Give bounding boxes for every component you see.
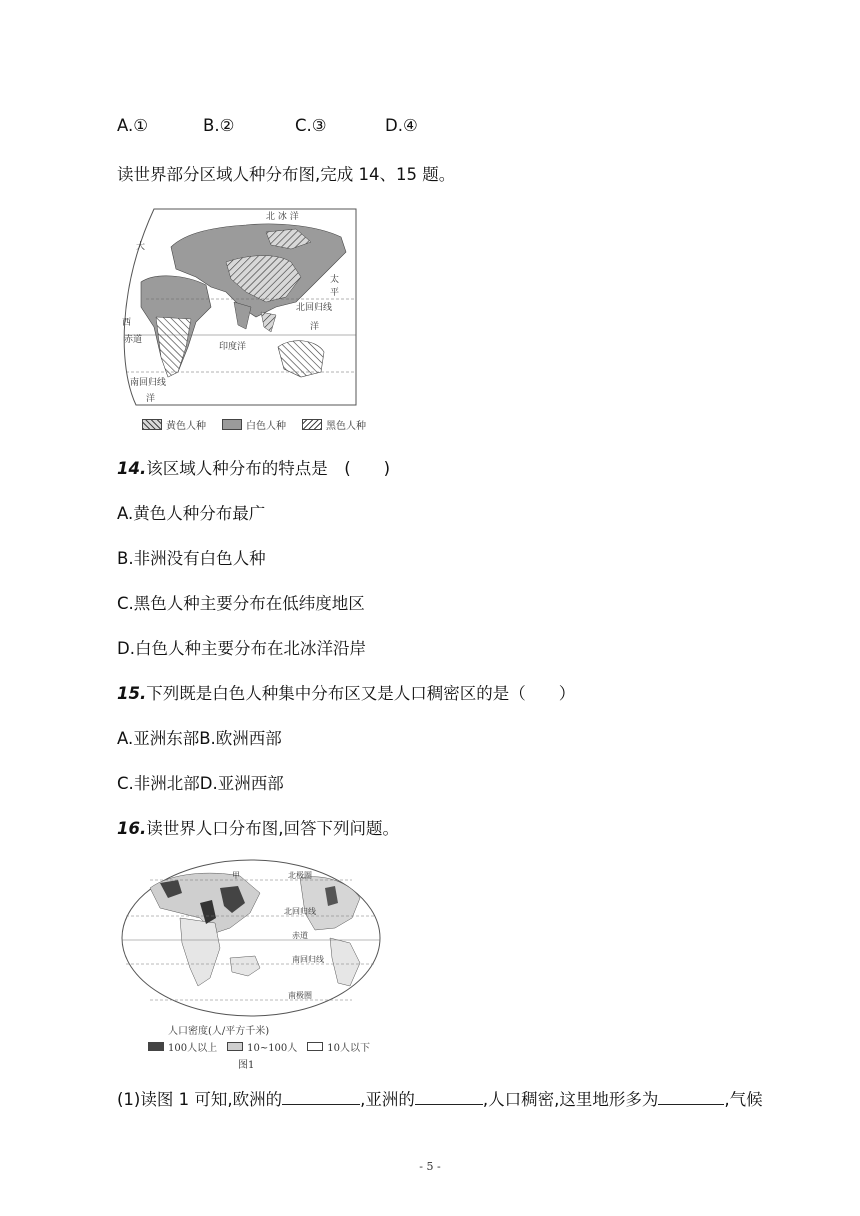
legend-yellow-race [142, 417, 206, 432]
q16-stem [117, 815, 399, 839]
sub1-text-4: ,气候 [724, 1090, 763, 1109]
map1-label-da: 大 [136, 242, 146, 252]
race-map-legend [142, 417, 366, 432]
q14-option-a: A.黄色人种分布最广 [117, 504, 266, 523]
swatch-gray [227, 1042, 243, 1051]
q16-number: 16. [117, 819, 147, 838]
legend-label: 黄色人种 [166, 421, 206, 432]
q14-option-c: C.黑色人种主要分布在低纬度地区 [117, 594, 365, 613]
population-map-image [120, 858, 382, 1018]
q14-option-b: B.非洲没有白色人种 [117, 549, 266, 568]
legend-label: 白色人种 [246, 421, 286, 432]
option-c: C.③ [295, 116, 327, 135]
population-legend [148, 1039, 382, 1054]
blank-2[interactable] [415, 1088, 483, 1105]
map1-label-xi: 西 [122, 318, 132, 328]
map2-label-antarctic-circle: 南极圈 [288, 991, 312, 1000]
swatch-dark [148, 1042, 164, 1051]
option-b: B.② [203, 116, 235, 135]
option-d: D.④ [385, 116, 418, 135]
swatch-hatched [142, 419, 162, 430]
race-map-image [116, 207, 358, 407]
blank-1[interactable] [282, 1088, 360, 1105]
map2-label-tropic-capricorn: 南回归线 [292, 955, 324, 964]
population-legend-title: 人口密度(人/平方千米) [168, 1026, 270, 1037]
blank-3[interactable] [658, 1088, 724, 1105]
q16-stem-text: 读世界人口分布图,回答下列问题。 [146, 819, 399, 838]
map1-label-tropic-capricorn: 南回归线 [130, 378, 167, 388]
q15-number: 15. [117, 684, 147, 703]
swatch-gray [222, 419, 242, 430]
intro-text: 读世界部分区域人种分布图,完成 14、15 题。 [117, 165, 456, 184]
sub1-text-3: ,人口稠密,这里地形多为 [482, 1090, 659, 1109]
sub1-text-2: ,亚洲的 [360, 1090, 415, 1109]
legend-black-race [302, 417, 366, 432]
q15-stem [117, 680, 575, 704]
map1-label-pacific-yang: 洋 [310, 322, 320, 332]
legend-white-race [222, 417, 286, 432]
q15-options-row1: A.亚洲东部B.欧洲西部 [117, 729, 282, 748]
map1-label-tai: 太 [330, 275, 340, 285]
legend-label: 10~100人 [247, 1043, 298, 1054]
map2-label-equator: 赤道 [292, 931, 308, 940]
legend-medium [227, 1039, 297, 1054]
q14-stem-text: 该区域人种分布的特点是 ( ) [146, 459, 391, 478]
map2-label-arctic-circle: 北极圈 [288, 871, 312, 880]
legend-label: 10人以下 [327, 1043, 371, 1054]
q14-option-d: D.白色人种主要分布在北冰洋沿岸 [117, 639, 366, 658]
q15-stem-text: 下列既是白色人种集中分布区又是人口稠密区的是（ ） [146, 684, 576, 703]
swatch-white [307, 1042, 323, 1051]
swatch-backhatched [302, 419, 322, 430]
map1-label-atlantic-yang: 洋 [146, 394, 156, 404]
race-distribution-map [116, 207, 366, 432]
legend-label: 100人以上 [168, 1043, 218, 1054]
map1-label-indian-ocean: 印度洋 [219, 342, 247, 352]
map1-label-equator: 赤道 [124, 335, 143, 345]
page-number: - 5 - [419, 1160, 441, 1173]
legend-dense [148, 1039, 217, 1054]
population-map-caption: 图1 [238, 1060, 255, 1071]
map1-label-tropic-cancer: 北回归线 [296, 303, 333, 313]
map2-label-jia: 甲 [232, 871, 240, 880]
map2-label-tropic-cancer: 北回归线 [284, 907, 316, 916]
population-map [120, 858, 382, 1071]
map1-label-arctic: 北 冰 洋 [266, 212, 299, 222]
q14-stem [117, 455, 390, 479]
sub1-text-1: (1)读图 1 可知,欧洲的 [117, 1090, 283, 1109]
option-a: A.① [117, 116, 149, 135]
q15-options-row2: C.非洲北部D.亚洲西部 [117, 774, 284, 793]
legend-label: 黑色人种 [326, 421, 366, 432]
map1-label-ping: 平 [330, 288, 340, 298]
legend-sparse [307, 1039, 370, 1054]
sub-question-1 [117, 1086, 763, 1110]
q14-number: 14. [117, 459, 147, 478]
